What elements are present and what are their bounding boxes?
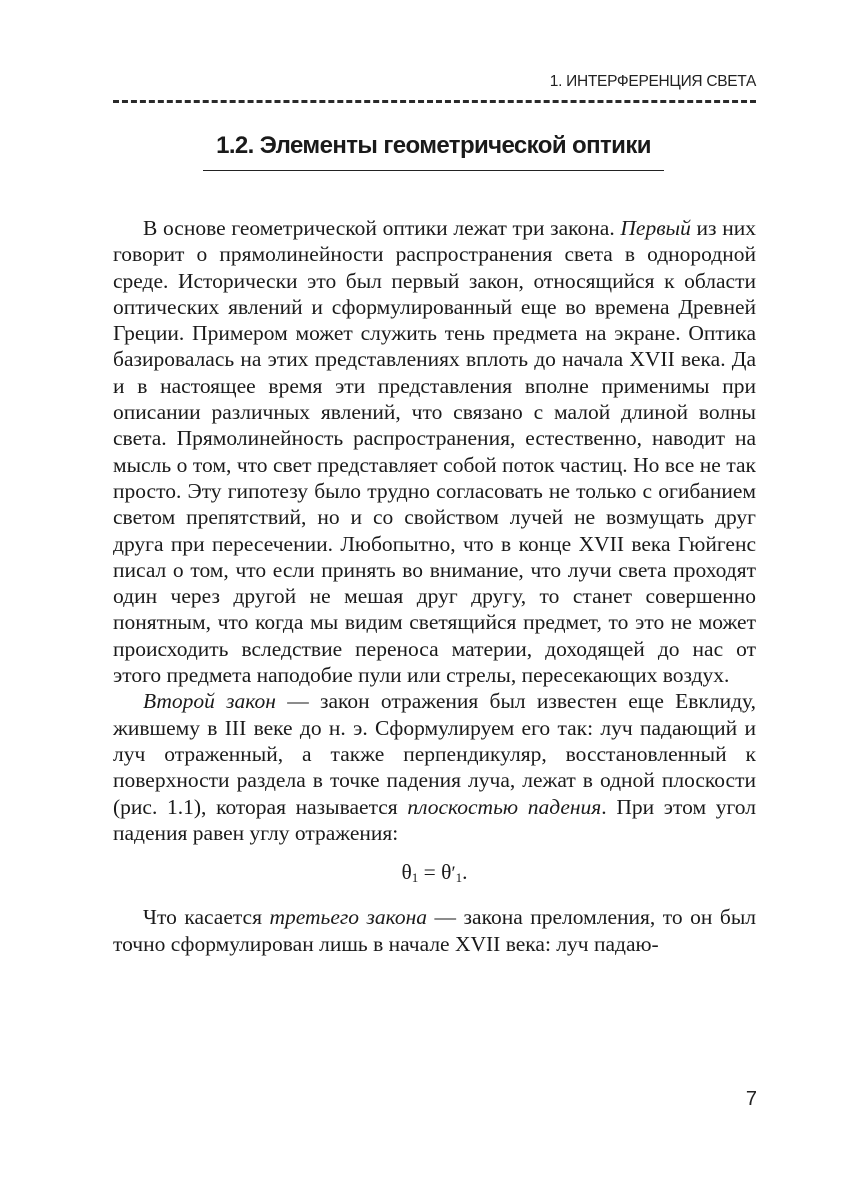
paragraph-first-law (113, 215, 756, 688)
italic-term: Второй закон (143, 689, 276, 714)
equals-sign: = (418, 860, 442, 885)
text-span: В основе геометрической оптики лежат три закона. (143, 216, 621, 240)
theta-symbol: θ (441, 860, 452, 885)
header-dashed-rule (113, 100, 756, 103)
subscript: 1 (411, 870, 419, 886)
italic-term: плоскостью падения (407, 794, 602, 819)
paragraph-third-law (113, 904, 756, 957)
subscript: 1 (455, 870, 463, 886)
text-span: из них говорит о прямолинейности распространения света в однородной среде. Исторически это был первый закон, относящийся к области оптических явлений и сформулированный еще во времена Древней Греции. Примером может служить тень предмета на экране. Оптика базировалась на этих представлениях вплоть до начала XVII века. Да и в настоящее время эти представления вполне применимы при описании различных явлений, что связано с малой длиной волны света. Прямолинейность распространения, естественно, наводит на мысль о том, что свет представляет собой поток частиц. Но все не так просто. Эту гипотезу было трудно согласовать не только с огибанием светом препятствий, но и со свойством лучей не возмущать друг друга при пересечении. Любопытно, что в конце XVII века Гюйгенс писал о том, что если принять во внимание, что лучи света проходят один через другой не мешая друг другу, то станет совершенно понятным, что когда мы видим светящийся предмет, то это не может происходить вследствие переноса материи, доходящей до нас от этого предмета наподобие пули или стрелы, пересекающих воздух. (113, 216, 756, 688)
running-head: 1. ИНТЕРФЕРЕНЦИЯ СВЕТА (549, 73, 756, 90)
text-span: . При этом угол падения равен углу отражения: (113, 794, 756, 845)
body-text (113, 215, 756, 957)
text-span: Что касается (143, 905, 270, 930)
section-title: 1.2. Элементы геометрической оптики (216, 132, 651, 159)
italic-term: Первый (620, 216, 691, 240)
italic-term: третьего закона (269, 905, 428, 930)
theta-symbol: θ (401, 860, 412, 885)
period: . (462, 860, 468, 885)
prime-mark: ′ (451, 863, 456, 885)
page-number: 7 (745, 1088, 757, 1110)
paragraph-second-law (113, 688, 756, 846)
text-span: — закон отражения был известен еще Евклиду, жившему в III веке до н. э. Сформулируем его так: луч падающий и луч отраженный, а также перпендикуляр, восстановленный к поверхности раздела в точке падения луча, лежат в одной плоскости (рис. 1.1), которая называется (113, 689, 756, 819)
formula-reflection (113, 859, 756, 891)
title-underline (203, 170, 664, 171)
text-span: — закона преломления, то он был точно сформулирован лишь в начале XVII века: луч падаю- (113, 905, 756, 956)
